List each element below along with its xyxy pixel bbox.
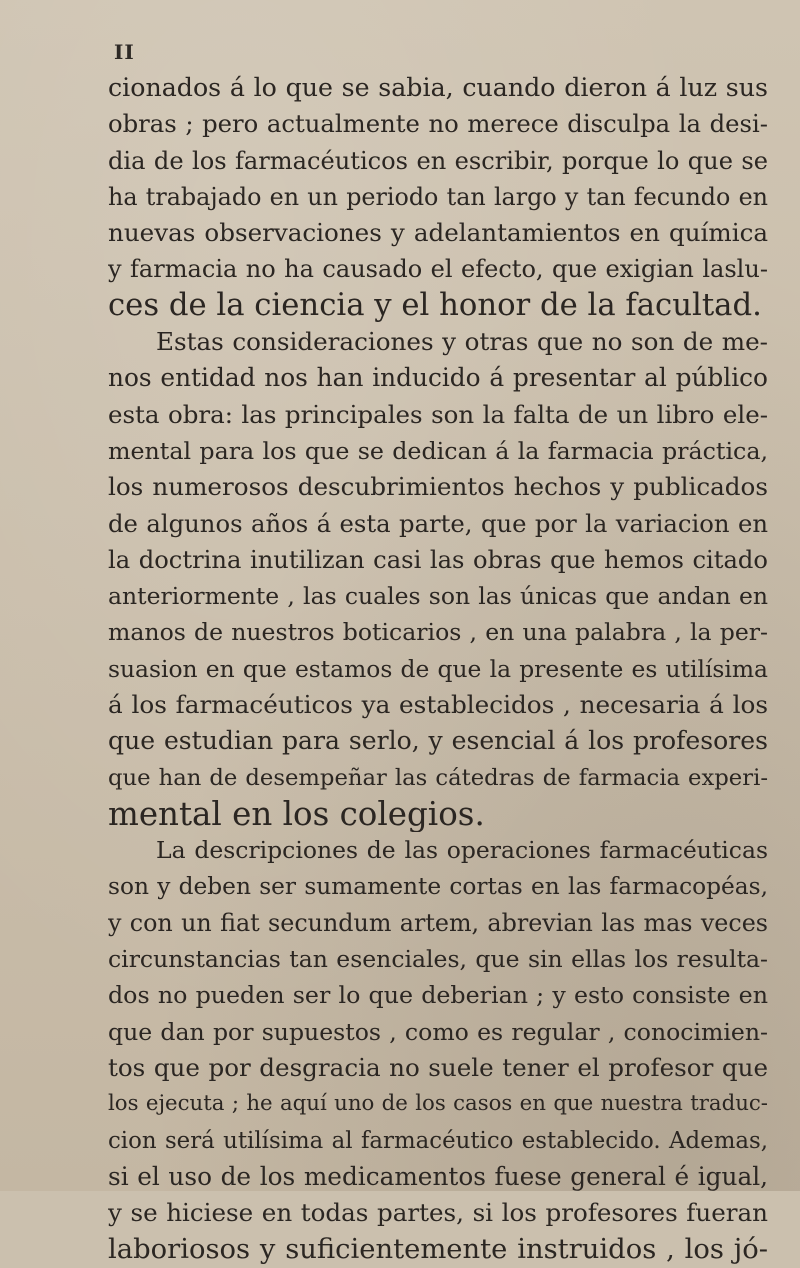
text-line: suasion en que estamos de que la presente es utilísima [108, 654, 768, 683]
text-line: mental en los colegios. [108, 795, 485, 833]
text-line: son y deben ser sumamente cortas en las farmacopéas, [108, 872, 768, 900]
text-line: nuevas observaciones y adelantamientos en química [108, 218, 768, 248]
paragraph-start-line: La descripciones de las operaciones farmacéuticas [156, 836, 768, 865]
text-line: ces de la ciencia y el honor de la facultad. [108, 287, 762, 323]
text-line: que han de desempeñar las cátedras de farmacia experi- [108, 764, 768, 791]
text-line: ha trabajado en un periodo tan largo y tan fecundo en [108, 182, 768, 211]
text-line: de algunos años á esta parte, que por la variacion en [108, 508, 768, 538]
text-line: laboriosos y suficientemente instruidos , los jó- [108, 1233, 768, 1265]
text-line: si el uso de los medicamentos fuese general é igual, [108, 1161, 768, 1191]
text-line: manos de nuestros boticarios , en una palabra , la per- [108, 618, 768, 647]
paragraph-start-line: Estas consideraciones y otras que no son de me- [156, 327, 768, 357]
text-line: los ejecuta ; he aquí uno de los casos en que nuestra traduc- [108, 1091, 768, 1117]
text-line: á los farmacéuticos ya establecidos , necesaria á los [108, 690, 768, 720]
text-line: la doctrina inutilizan casi las obras que hemos citado [108, 545, 768, 574]
text-line: los numerosos descubrimientos hechos y publicados [108, 472, 768, 502]
text-line: que dan por supuestos , como es regular , conocimien- [108, 1017, 768, 1046]
text-line: mental para los que se dedican á la farmacia práctica, [108, 436, 768, 465]
body-text [108, 70, 768, 1268]
text-line: cionados á lo que se sabia, cuando dieron á luz sus [108, 73, 768, 102]
text-line: obras ; pero actualmente no merece disculpa la desi- [108, 109, 768, 139]
text-line: anteriormente , las cuales son las únicas que andan en [108, 582, 768, 611]
page-number: II [114, 40, 135, 64]
text-line: dia de los farmacéuticos en escribir, porque lo que se [108, 146, 768, 175]
text-line: y farmacia no ha causado el efecto, que exigian laslu- [108, 255, 768, 284]
text-line: circunstancias tan esenciales, que sin ellas los resulta- [108, 945, 768, 974]
text-line: tos que por desgracia no suele tener el profesor que [108, 1053, 768, 1083]
text-line: nos entidad nos han inducido á presentar al público [108, 363, 768, 393]
text-line: esta obra: las principales son la falta de un libro ele- [108, 399, 768, 429]
text-line: y con un fiat secundum artem, abrevian las mas veces [108, 908, 768, 937]
text-line: y se hiciese en todas partes, si los profesores fueran [108, 1198, 768, 1228]
text-line: que estudian para serlo, y esencial á los profesores [108, 726, 768, 756]
text-line: dos no pueden ser lo que deberian ; y esto consiste en [108, 981, 768, 1010]
text-line: cion será utilísima al farmacéutico establecido. Ademas, [108, 1127, 768, 1154]
